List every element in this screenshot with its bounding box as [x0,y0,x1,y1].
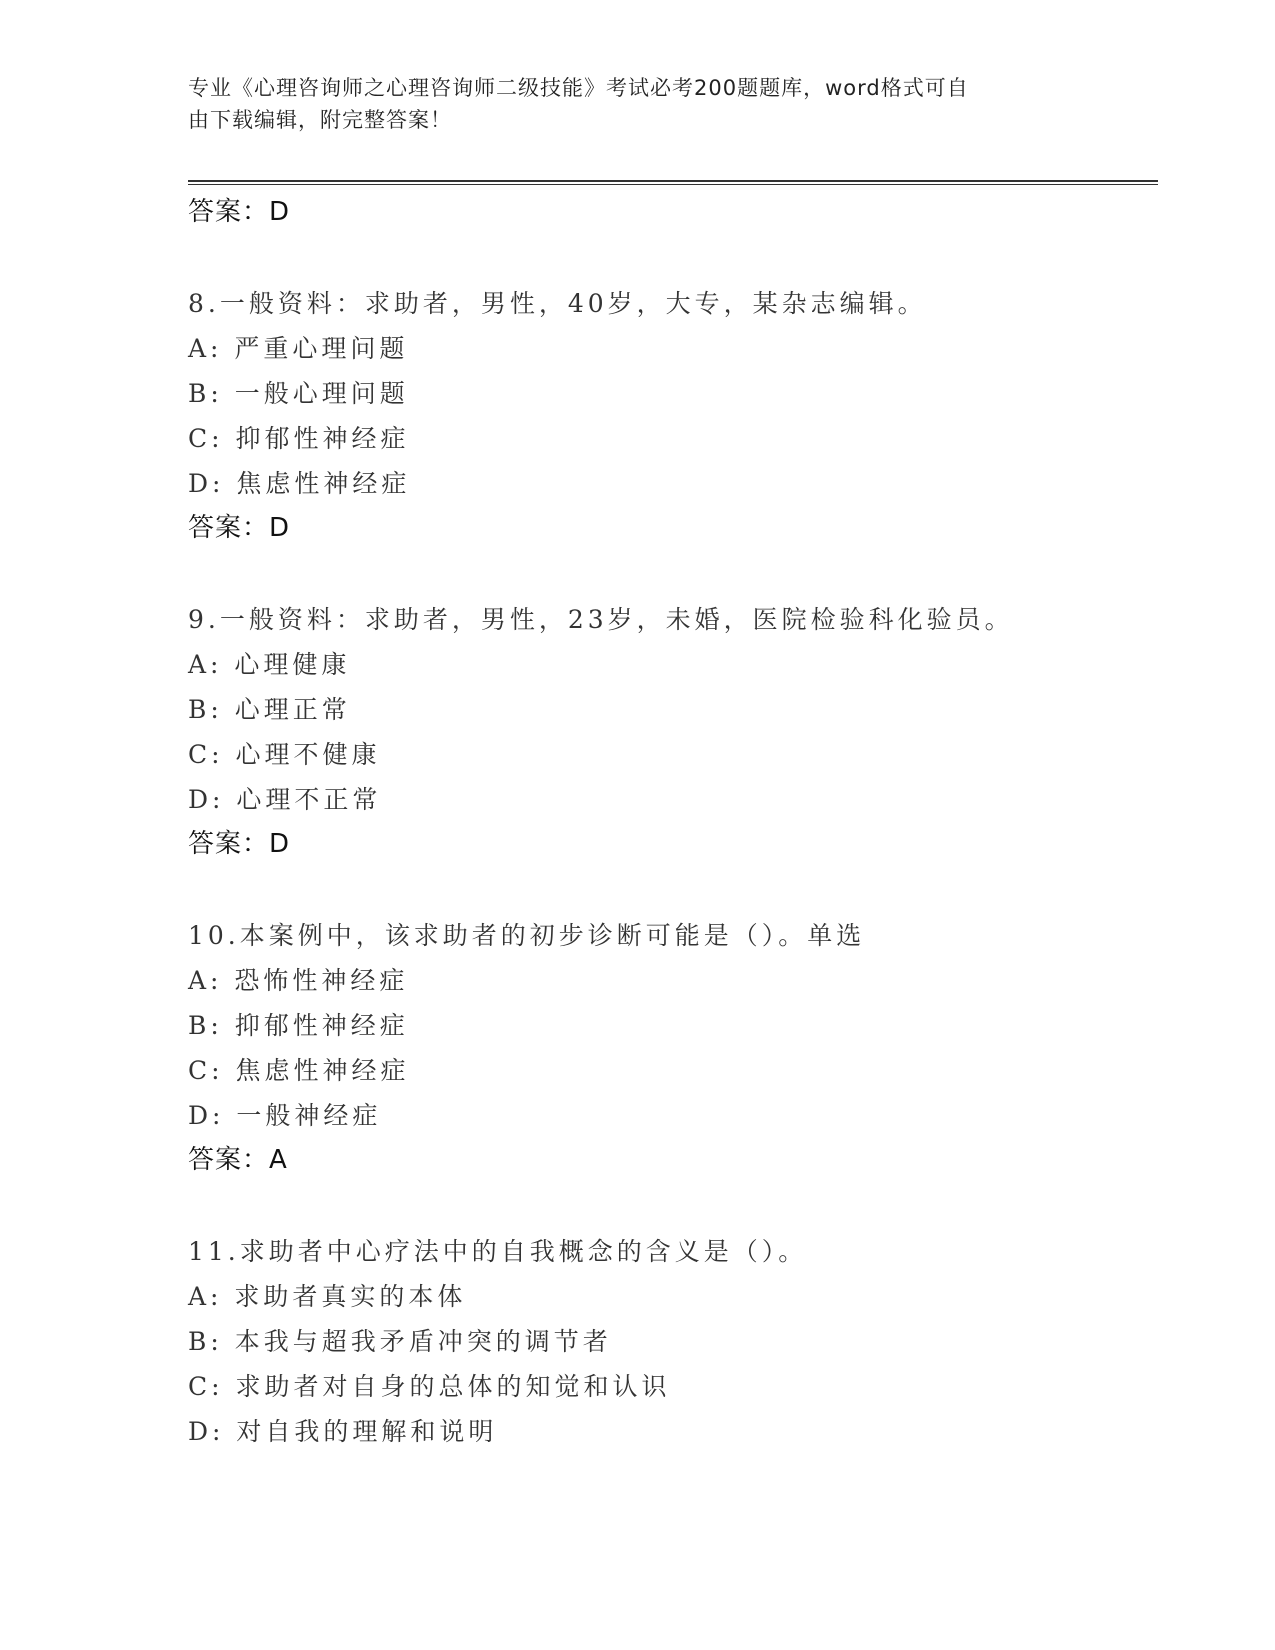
option-a: A: 求助者真实的本体 [188,1282,467,1311]
option-d: D: 对自我的理解和说明 [188,1417,498,1446]
question-10 [188,913,1168,1183]
option-d: D: 心理不正常 [188,785,382,814]
header-divider-thin [188,184,1158,185]
document-body [188,190,1168,1454]
question-text: 9.一般资料：求助者，男性，23岁，未婚，医院检验科化验员。 [188,605,1014,634]
option-a: A: 恐怖性神经症 [188,966,409,995]
page-header [188,72,1068,136]
option-c: C: 心理不健康 [188,740,381,769]
option-c: C: 抑郁性神经症 [188,424,410,453]
header-line-2: 由下载编辑，附完整答案！ [188,108,452,132]
option-a: A: 严重心理问题 [188,334,409,363]
option-c: C: 求助者对自身的总体的知觉和认识 [188,1372,671,1401]
option-b: B: 一般心理问题 [188,379,409,408]
option-b: B: 心理正常 [188,695,351,724]
option-d: D: 一般神经症 [188,1101,382,1130]
question-text: 10.本案例中，该求助者的初步诊断可能是（）。单选 [188,921,866,950]
answer-line: 答案：D [188,197,291,227]
answer-line: 答案：A [188,1145,288,1175]
answer-line: 答案：D [188,829,291,859]
question-text: 11.求助者中心疗法中的自我概念的含义是（）。 [188,1237,808,1266]
question-8 [188,281,1168,551]
option-b: B: 本我与超我矛盾冲突的调节者 [188,1327,612,1356]
question-9 [188,597,1168,867]
header-divider-thick [188,180,1158,182]
answer-line: 答案：D [188,513,291,543]
question-text: 8.一般资料：求助者，男性，40岁，大专，某杂志编辑。 [188,289,927,318]
option-d: D: 焦虑性神经症 [188,469,411,498]
option-c: C: 焦虑性神经症 [188,1056,410,1085]
question-11 [188,1229,1168,1454]
option-a: A: 心理健康 [188,650,351,679]
header-line-1: 专业《心理咨询师之心理咨询师二级技能》考试必考200题题库，word格式可自 [188,76,969,100]
option-b: B: 抑郁性神经症 [188,1011,409,1040]
